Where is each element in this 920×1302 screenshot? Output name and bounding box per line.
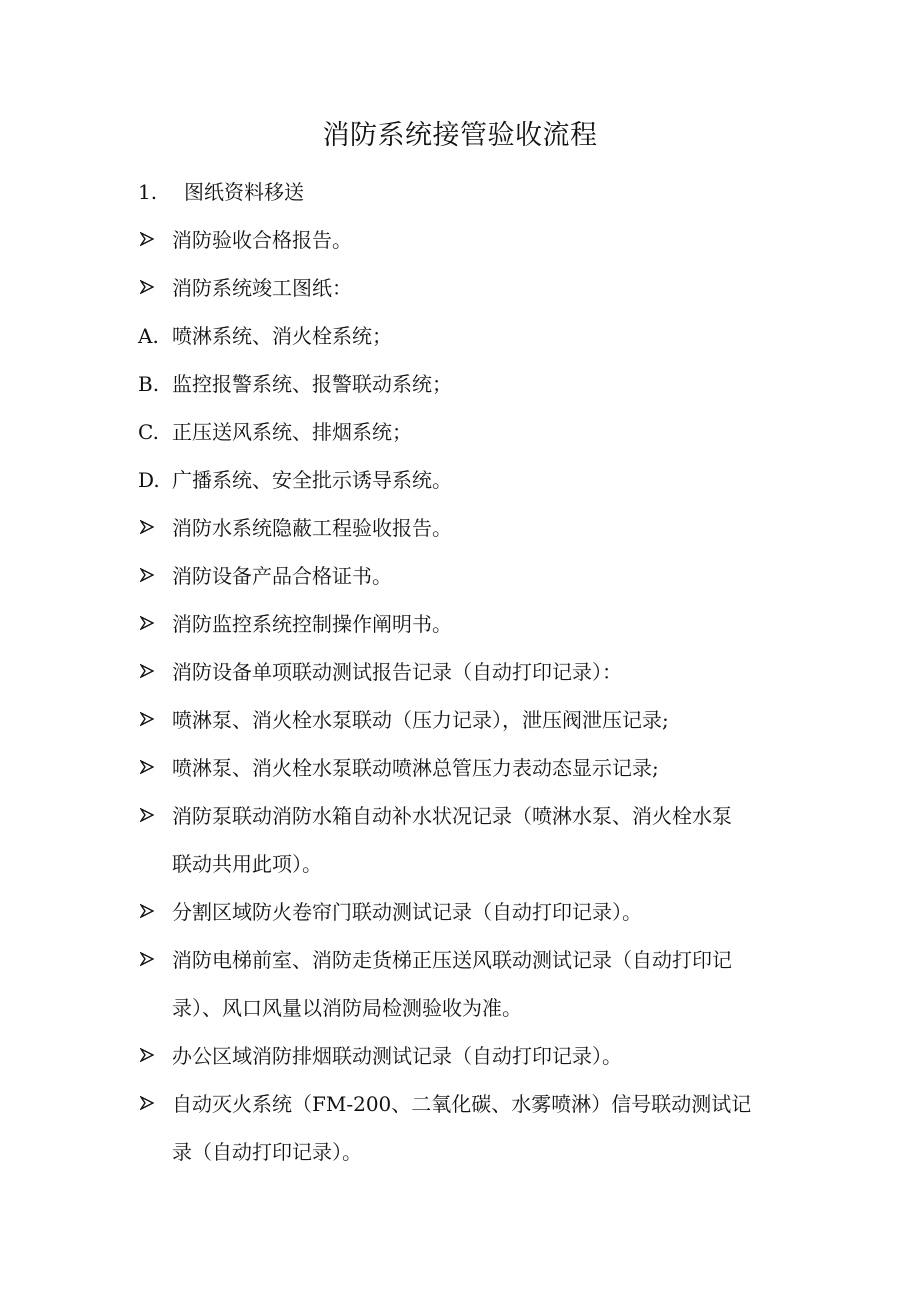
list-item (138, 936, 798, 1032)
list-item-text (172, 216, 798, 264)
arrow-bullet-icon (138, 744, 172, 792)
arrow-bullet-icon (138, 792, 172, 840)
section-heading (138, 168, 798, 216)
list-item (138, 360, 798, 408)
arrow-bullet-icon (138, 504, 172, 552)
list-item-line: 联动共用此项）。 (172, 852, 322, 876)
list-item-text (172, 504, 798, 552)
list-item-line: 广播系统、安全批示诱导系统。 (172, 468, 452, 492)
document-title: 消防系统接管验收流程 (322, 120, 598, 151)
arrow-bullet-icon (140, 664, 154, 678)
list-item (138, 552, 798, 600)
list-item-line: 喷淋泵、消火栓水泵联动喷淋总管压力表动态显示记录; (172, 756, 659, 780)
list-item-text (172, 456, 798, 504)
item-list (138, 216, 798, 1176)
list-item-text (172, 312, 798, 360)
arrow-bullet-icon (138, 216, 172, 264)
list-item-line: 消防水系统隐蔽工程验收报告。 (172, 516, 452, 540)
list-item (138, 648, 798, 696)
list-item (138, 312, 798, 360)
list-item (138, 744, 798, 792)
list-item-line: 消防验收合格报告。 (172, 228, 352, 252)
list-item-line: 喷淋系统、消火栓系统； (172, 324, 392, 348)
arrow-bullet-icon (138, 600, 172, 648)
list-item-text (172, 552, 798, 600)
arrow-bullet-icon (140, 1048, 154, 1062)
arrow-bullet-icon (140, 616, 154, 630)
list-item-text (172, 792, 798, 888)
section-heading-text: 图纸资料移送 (184, 180, 304, 204)
list-item-text (172, 936, 798, 1032)
list-letter-marker: C. (138, 420, 159, 444)
list-item-line: 办公区域消防排烟联动测试记录（自动打印记录）。 (172, 1044, 622, 1068)
list-item-line: 录）、风口风量以消防局检测验收为准。 (172, 996, 522, 1020)
list-item-line: 消防设备单项联动测试报告记录（自动打印记录）： (172, 660, 622, 684)
list-letter-marker: B. (138, 372, 160, 396)
arrow-bullet-icon (140, 232, 154, 246)
list-item (138, 600, 798, 648)
list-item-line: 分割区域防火卷帘门联动测试记录（自动打印记录）。 (172, 900, 642, 924)
list-item-text (172, 1080, 798, 1176)
list-item-line: 监控报警系统、报警联动系统； (172, 372, 452, 396)
list-item-line: 消防设备产品合格证书。 (172, 564, 392, 588)
list-item-text (172, 600, 798, 648)
arrow-bullet-icon (138, 696, 172, 744)
list-item-line: 消防监控系统控制操作阐明书。 (172, 612, 452, 636)
arrow-bullet-icon (138, 936, 172, 984)
list-item (138, 1032, 798, 1080)
arrow-bullet-icon (140, 1096, 154, 1110)
arrow-bullet-icon (138, 264, 172, 312)
list-item-text (172, 648, 798, 696)
list-item (138, 216, 798, 264)
arrow-bullet-icon (140, 760, 154, 774)
list-item (138, 504, 798, 552)
list-item-line: 消防系统竣工图纸： (172, 276, 352, 300)
arrow-bullet-icon (138, 648, 172, 696)
list-item-text (172, 744, 798, 792)
arrow-bullet-icon (140, 280, 154, 294)
list-item-text (172, 888, 798, 936)
arrow-bullet-icon (138, 1080, 172, 1128)
list-item (138, 696, 798, 744)
list-letter-marker: A. (138, 324, 159, 348)
list-item-line: 正压送风系统、排烟系统； (172, 420, 412, 444)
list-item (138, 264, 798, 312)
list-item-text (172, 264, 798, 312)
list-item-text (172, 696, 798, 744)
list-item-line: 喷淋泵、消火栓水泵联动（压力记录），泄压阀泄压记录; (172, 708, 669, 732)
list-item-text (172, 408, 798, 456)
list-item (138, 1080, 798, 1176)
list-item (138, 792, 798, 888)
list-item (138, 408, 798, 456)
list-item-line: 自动灭火系统（FM-200、二氧化碳、水雾喷淋）信号联动测试记 (172, 1092, 752, 1116)
arrow-bullet-icon (140, 808, 154, 822)
arrow-bullet-icon (140, 712, 154, 726)
arrow-bullet-icon (140, 904, 154, 918)
arrow-bullet-icon (140, 568, 154, 582)
list-item-text (172, 360, 798, 408)
arrow-bullet-icon (138, 888, 172, 936)
arrow-bullet-icon (138, 552, 172, 600)
arrow-bullet-icon (140, 520, 154, 534)
list-item-line: 消防电梯前室、消防走货梯正压送风联动测试记录（自动打印记 (172, 948, 732, 972)
list-item-line: 录（自动打印记录）。 (172, 1140, 362, 1164)
arrow-bullet-icon (138, 1032, 172, 1080)
list-item (138, 888, 798, 936)
list-letter-marker: D. (138, 468, 160, 492)
list-item-line: 消防泵联动消防水箱自动补水状况记录（喷淋水泵、消火栓水泵 (172, 804, 732, 828)
section-number: 1. (138, 180, 158, 204)
document-body (138, 168, 798, 1176)
list-item-text (172, 1032, 798, 1080)
list-item (138, 456, 798, 504)
arrow-bullet-icon (140, 952, 154, 966)
